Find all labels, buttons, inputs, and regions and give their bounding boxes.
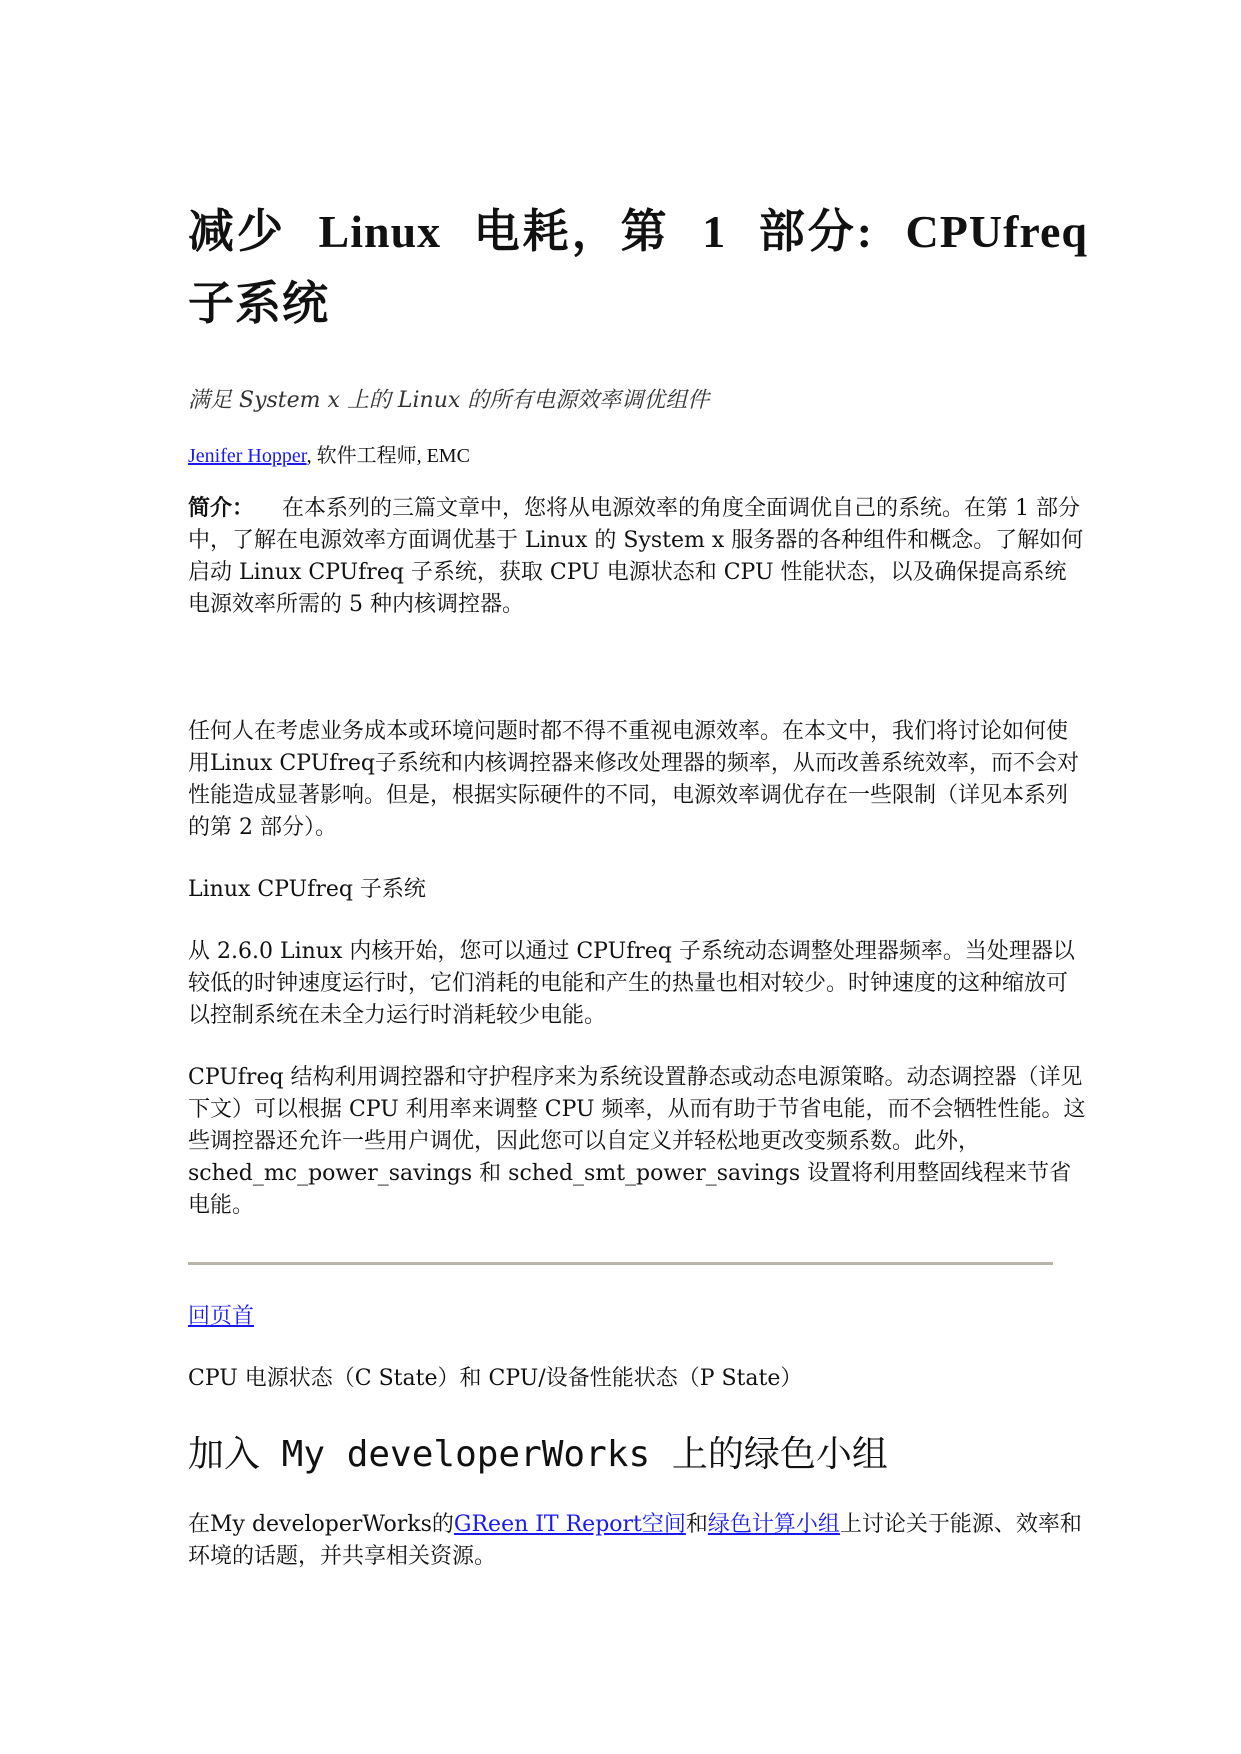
green-it-report-link[interactable]: GReen IT Report空间 bbox=[453, 1512, 686, 1537]
section-heading-cpufreq: Linux CPUfreq 子系统 bbox=[188, 877, 426, 902]
join-text-before: 在My developerWorks的 bbox=[188, 1512, 454, 1537]
horizontal-divider bbox=[188, 1262, 1053, 1265]
paragraph-intro: 任何人在考虑业务成本或环境问题时都不得不重视电源效率。在本文中，我们将讨论如何使用Linux CPUfreq子系统和内核调控器来修改处理器的频率，从而改善系统效率，而不会对性能造成显著影响。但是，根据实际硬件的不同，电源效率调优存在一些限制（详见本系列的第 2 部分）。 bbox=[188, 719, 1079, 840]
article-summary bbox=[188, 492, 1088, 621]
join-heading-latin: 加入 My developerWorks bbox=[188, 1434, 672, 1475]
join-heading-cjk: 上的绿色小组 bbox=[671, 1434, 888, 1475]
author-role: , 软件工程师, EMC bbox=[306, 445, 470, 467]
join-text-mid: 和 bbox=[685, 1512, 708, 1537]
author-byline bbox=[188, 442, 1088, 470]
join-text-after: 上讨论关于能源、效率和环境的话题，并共享相关资源。 bbox=[188, 1512, 1082, 1569]
back-to-top-container bbox=[188, 1301, 1088, 1333]
summary-label: 简介： bbox=[188, 495, 255, 521]
article-title: 减少 Linux 电耗，第 1 部分: CPUfreq 子系统 bbox=[188, 206, 1088, 329]
join-paragraph bbox=[188, 1509, 1088, 1573]
paragraph-cpufreq-governors: CPUfreq 结构利用调控器和守护程序来为系统设置静态或动态电源策略。动态调控器（详见下文）可以根据 CPU 利用率来调整 CPU 频率，从而有助于节省电能，而不会牺牲性能。这些调控器还允许一些用户调优，因此您可以自定义并轻松地更改变频系数。此外，sched_mc_power_savings 和 sched_smt_power_savings 设置将利用整固线程来节省电能。 bbox=[188, 1065, 1086, 1218]
paragraph-cpufreq-overview: 从 2.6.0 Linux 内核开始，您可以通过 CPUfreq 子系统动态调整处理器频率。当处理器以较低的时钟速度运行时，它们消耗的电能和产生的热量也相对较少。时钟速度的这种缩放可以控制系统在未全力运行时消耗较少电能。 bbox=[188, 939, 1075, 1028]
author-link[interactable]: Jenifer Hopper bbox=[188, 445, 307, 467]
join-heading bbox=[188, 1431, 1088, 1479]
article-subtitle: 满足 System x 上的 Linux 的所有电源效率调优组件 bbox=[188, 388, 710, 413]
summary-text: 在本系列的三篇文章中，您将从电源效率的角度全面调优自己的系统。在第 1 部分中，了解在电源效率方面调优基于 Linux 的 System x 服务器的各种组件和概念。了解如何启动 Linux CPUfreq 子系统，获取 CPU 电源状态和 CPU 性能状态，以及确保提高系统电源效率所需的 5 种内核调控器。 bbox=[188, 496, 1084, 617]
article-content bbox=[188, 196, 1088, 1573]
back-to-top-link[interactable]: 回页首 bbox=[188, 1304, 255, 1329]
section-heading-power-states: CPU 电源状态（C State）和 CPU/设备性能状态（P State） bbox=[188, 1366, 803, 1391]
green-computing-group-link[interactable]: 绿色计算小组 bbox=[707, 1512, 840, 1537]
